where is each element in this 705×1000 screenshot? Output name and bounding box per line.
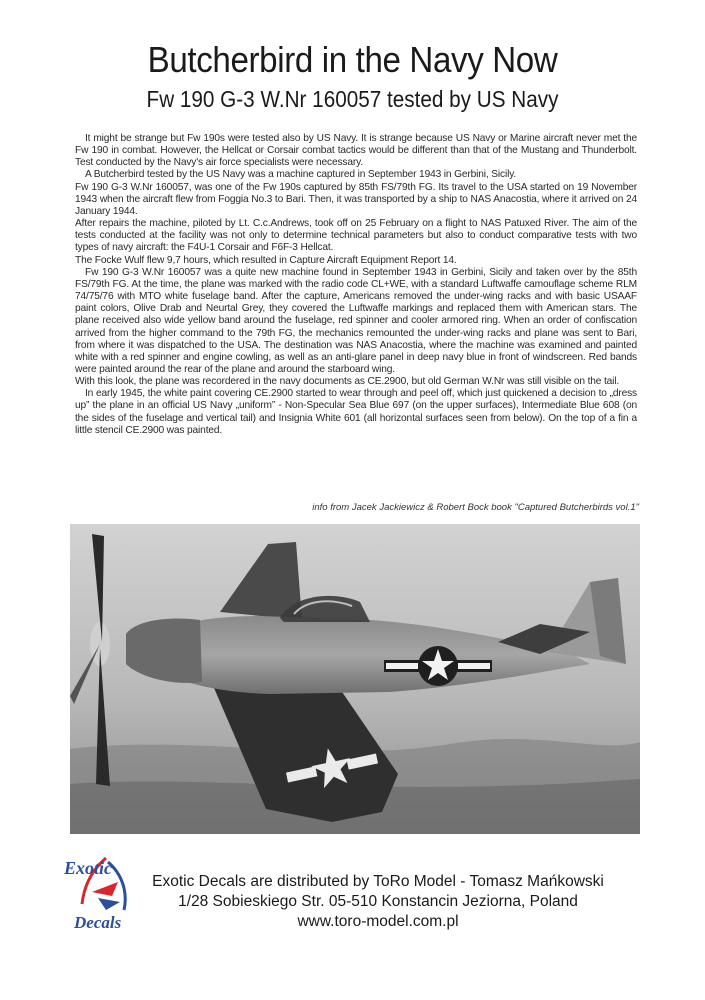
distributor-line: Exotic Decals are distributed by ToRo Model - Tomasz Mańkowski	[152, 873, 604, 890]
website-link[interactable]: www.toro-model.com.pl	[297, 913, 459, 930]
logo-word-exotic: Exotic	[64, 858, 112, 878]
logo-word-decals: Decals	[74, 913, 122, 932]
article-body	[75, 133, 637, 437]
page-subtitle: Fw 190 G-3 W.Nr 160057 tested by US Navy	[146, 86, 559, 112]
article-paragraph: After repairs the machine, piloted by Lt. C.c.Andrews, took off on 25 February on a flight to NAS Patuxed River. The aim of the tests conducted at the facility was not only to determine technical parameters but also to conduct comparative tests with two types of navy aircraft: the F4U-1 Corsair and F6F-3 Hellcat.	[75, 218, 637, 254]
source-credit: info from Jacek Jackiewicz & Robert Bock book "Captured Butcherbirds vol.1"	[312, 502, 639, 513]
article-paragraph: In early 1945, the white paint covering CE.2900 started to wear through and peel off, which just quickened a decision to „dress up” the plane in an official US Navy „uniform” - Non-Specular Sea Blue 697 (on the upper surfaces), Intermediate Blue 608 (on the sides of the fuselage and vertical tail) and Insignia White 601 (all horizontal surfaces seen from below). On the top of a fin a little stencil CE.2900 was painted.	[75, 388, 637, 436]
article-paragraph: Fw 190 G-3 W.Nr 160057 was a quite new machine found in September 1943 in Gerbini, Sicily and taken over by the 85th FS/79th FG. At the time, the plane was marked with the radio code CL+WE, with a standard Luftwaffe camouflage scheme RLM 74/75/76 with MTO white fuselage band. After the capture, Americans removed the under-wing racks and with basic USAAF paint colors, Olive Drab and Neurtal Grey, they covered the Luftwaffe markings and replaced them with American stars. The plane received also wide yellow band around the fuselage, red spinner and cooler armored ring. When an order of confiscation arrived from the higher command to the 79th FG, the mechanics remounted the under-wing racks and plane was sent to Bari, from where it was dispatched to the USA. The destination was NAS Anacostia, where the machine was examined and painted white with a red spinner and engine cowling, as well as an anti-glare panel in deep navy blue in front of windscreen. Red bands were painted around the rear of the plane and around the starboard wing.	[75, 266, 637, 375]
article-paragraph: A Butcherbird tested by the US Navy was a machine captured in September 1943 in Gerbini, Sicily.	[85, 169, 517, 181]
article-paragraph: With this look, the plane was recordered in the navy documents as CE.2900, but old German W.Nr was still visible on the tail.	[75, 376, 620, 388]
exotic-decals-logo	[62, 852, 140, 932]
page-title: Butcherbird in the Navy Now	[147, 39, 558, 80]
aircraft-photo	[70, 524, 640, 834]
article-paragraph: It might be strange but Fw 190s were tested also by US Navy. It is strange because US Navy or Marine aircraft never met the Fw 190 in combat. However, the Hellcat or Corsair combat tactics would be different than that of the Mustang and Thunderbolt. Test conducted by the Navy's air force specialists were necessary.	[75, 133, 637, 169]
address-line: 1/28 Sobieskiego Str. 05-510 Konstancin Jeziorna, Poland	[178, 893, 578, 910]
article-paragraph: The Focke Wulf flew 9,7 hours, which resulted in Capture Aircraft Equipment Report 14.	[75, 254, 457, 266]
article-paragraph: Fw 190 G-3 W.Nr 160057, was one of the Fw 190s captured by 85th FS/79th FG. Its travel to the USA started on 19 November 1943 when the aircraft flew from Foggia No.3 to Bari. Then, it was transported by a ship to NAS Anacostia, where it arrived on 24 January 1944.	[75, 181, 637, 217]
distributor-info	[138, 872, 618, 932]
